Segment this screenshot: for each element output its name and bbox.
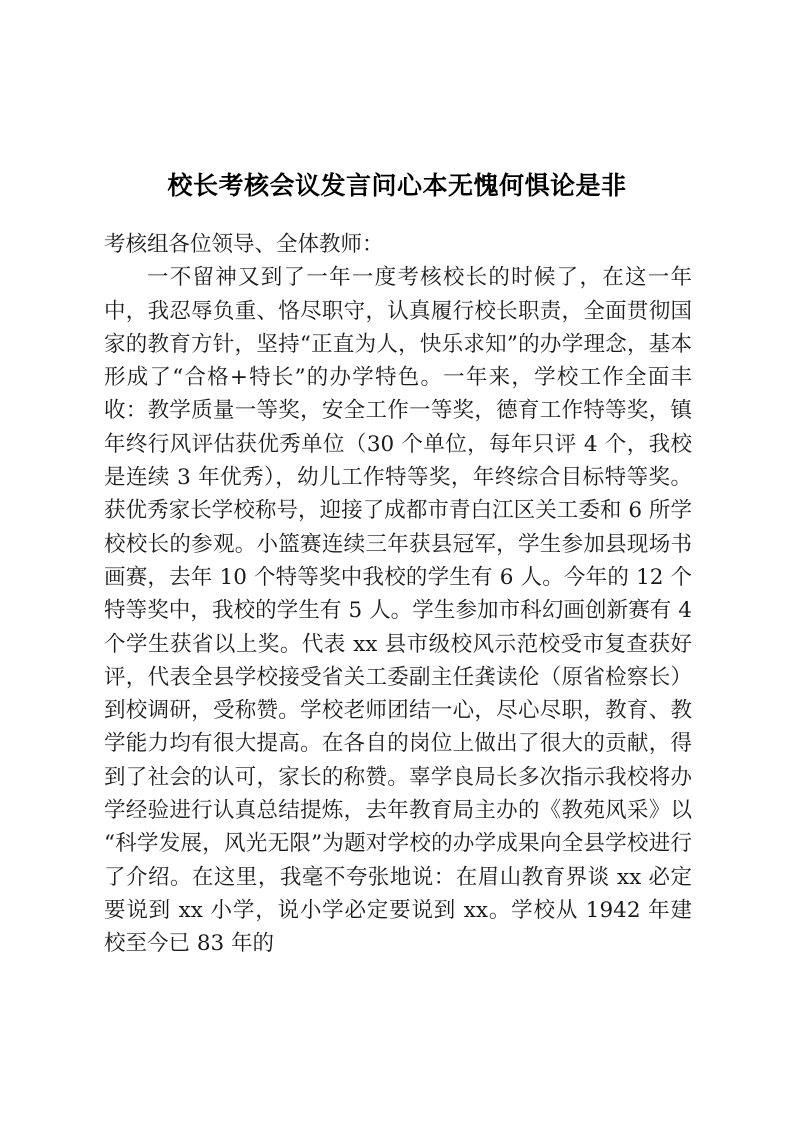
salutation-line: 考核组各位领导、全体教师： bbox=[104, 232, 384, 257]
document-body bbox=[104, 228, 692, 961]
page-title: 校长考核会议发言问心本无愧何惧论是非 bbox=[167, 171, 627, 200]
body-paragraph-1: 一不留神又到了一年一度考核校长的时候了，在这一年中，我忍辱负重、恪尽职守，认真履行校长职责，全面贯彻国家的教育方针，坚持“正直为人，快乐求知”的办学理念，基本形成了“合格+特长”的办学特色。一年来，学校工作全面丰收：教学质量一等奖，安全工作一等奖，德育工作特等奖，镇年终行风评估获优秀单位（30 个单位，每年只评 4 个，我校是连续 3 年优秀），幼儿工作特等奖，年终综合目标特等奖。获优秀家长学校称号，迎接了成都市青白江区关工委和 6 所学校校长的参观。小篮赛连续三年获县冠军，学生参加县现场书画赛，去年 10 个特等奖中我校的学生有 6 人。今年的 12 个特等奖中，我校的学生有 5 人。学生参加市科幻画创新赛有 4 个学生获省以上奖。代表 xx 县市级校风示范校受市复查获好评，代表全县学校接受省关工委副主任龚读伦（原省检察长）到校调研，受称赞。学校老师团结一心，尽心尽职，教育、教学能力均有很大提高。在各自的岗位上做出了很大的贡献，得到了社会的认可，家长的称赞。辜学良局长多次指示我校将办学经验进行认真总结提炼，去年教育局主办的《教苑风采》以“科学发展，风光无限”为题对学校的办学成果向全县学校进行了介绍。在这里，我毫不夸张地说：在眉山教育界谈 xx 必定要说到 xx 小学，说小学必定要说到 xx。学校从 1942 年建校至今已 83 年的 bbox=[104, 265, 692, 957]
